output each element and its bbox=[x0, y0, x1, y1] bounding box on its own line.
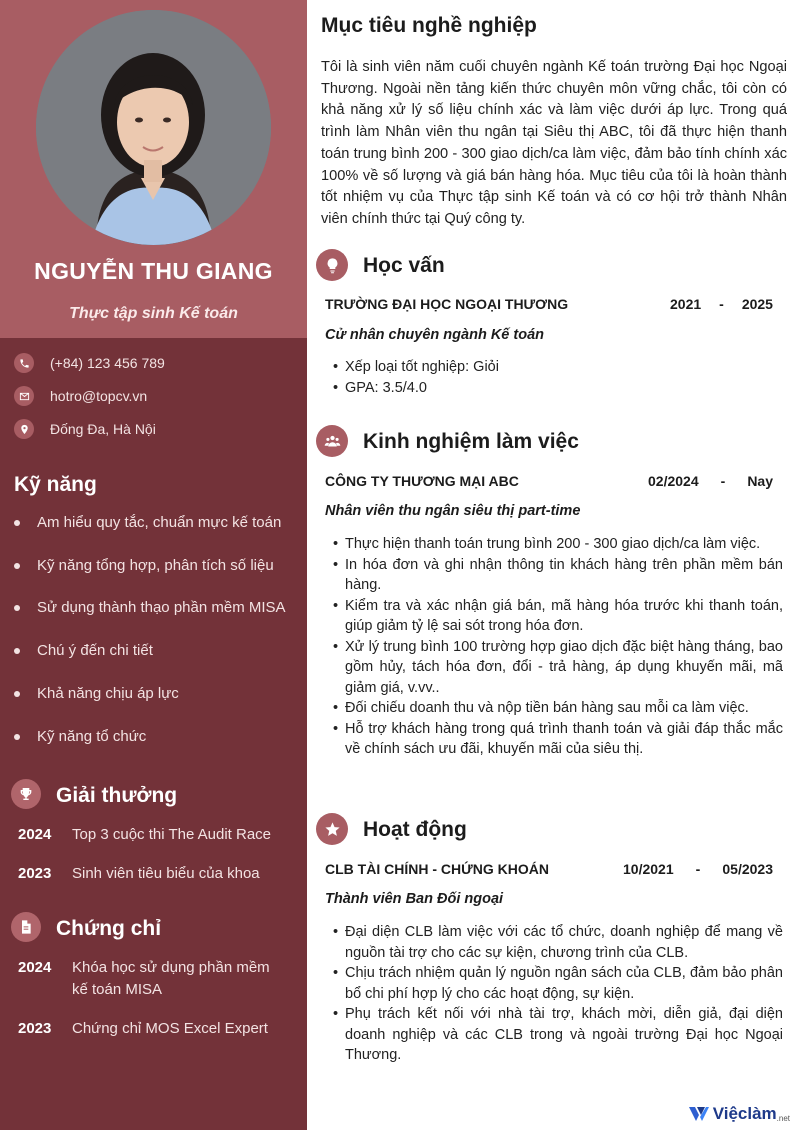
certificate-item: 2024 Khóa học sử dụng phần mềm kế toán MISA bbox=[18, 959, 270, 998]
education-dates: 2021 - 2025 bbox=[670, 296, 773, 312]
certificates-heading: Chứng chỉ bbox=[56, 917, 162, 940]
list-item: • Chịu trách nhiệm quản lý nguồn ngân sách của CLB, đảm bảo phân bổ chi phí hợp lý cho các hoạt động, sự kiện. bbox=[333, 963, 783, 1004]
school-name: TRƯỜNG ĐẠI HỌC NGOẠI THƯƠNG bbox=[325, 296, 569, 312]
certificate-item: 2023 Chứng chỉ MOS Excel Expert bbox=[18, 1020, 268, 1037]
lightbulb-icon bbox=[316, 249, 348, 281]
skill-item: Sử dụng thành thạo phần mềm MISA bbox=[14, 599, 286, 616]
skills-heading: Kỹ năng bbox=[14, 473, 97, 496]
group-icon bbox=[316, 425, 348, 457]
skill-item: Kỹ năng tổng hợp, phân tích số liệu bbox=[14, 557, 274, 574]
education-list bbox=[333, 357, 773, 398]
list-item: • Đối chiếu doanh thu và nộp tiền bán hàng sau mỗi ca làm việc. bbox=[333, 698, 783, 719]
list-item: • In hóa đơn và ghi nhận thông tin khách hàng trên phần mềm bán hàng. bbox=[333, 555, 783, 596]
experience-heading: Kinh nghiệm làm việc bbox=[363, 430, 579, 453]
objective-text: Tôi là sinh viên năm cuối chuyên ngành Kế toán trường Đại học Ngoại Thương. Ngoài nền tảng kiến thức chuyên môn vững chắc, tôi còn có khả năng xử lý số liệu chính xác và làm việc dưới áp lực. Trong quá trình làm Nhân viên thu ngân tại Siêu thị ABC, tôi đã thực hiện thanh toán trung bình 200 - 300 giao dịch/ca làm việc, đảm bảo tính chính xác 100% về số lượng và giá bán hàng hóa. Mục tiêu của tôi là hoàn thành tốt nhiệm vụ của Thực tập sinh Kế toán và có cơ hội trở thành Nhân viên chính thức tại Quý công ty. bbox=[321, 59, 787, 227]
list-item: • GPA: 3.5/4.0 bbox=[333, 378, 773, 399]
education-heading: Học vấn bbox=[363, 254, 445, 277]
brand-name: Việclàm bbox=[712, 1104, 777, 1123]
contact-phone bbox=[14, 352, 165, 374]
vieclam-logo-icon bbox=[688, 1105, 710, 1123]
objective-heading: Mục tiêu nghề nghiệp bbox=[321, 14, 537, 37]
skill-item: Chú ý đến chi tiết bbox=[14, 642, 153, 659]
award-item: 2023 Sinh viên tiêu biểu của khoa bbox=[18, 865, 260, 882]
vieclam-logo bbox=[688, 1104, 790, 1124]
brand-suffix: .net bbox=[776, 1113, 790, 1123]
job-position: Nhân viên thu ngân siêu thị part-time bbox=[325, 503, 581, 519]
skill-item: Kỹ năng tổ chức bbox=[14, 728, 146, 745]
club-name: CLB TÀI CHÍNH - CHỨNG KHOÁN bbox=[325, 861, 549, 877]
experience-dates: 02/2024 - Nay bbox=[648, 473, 773, 489]
mail-icon bbox=[14, 386, 34, 406]
skill-item: Am hiểu quy tắc, chuẩn mực kế toán bbox=[14, 514, 281, 531]
list-item: • Xử lý trung bình 100 trường hợp giao dịch đặc biệt hàng tháng, bao gồm hủy, tách hóa đơn, đổi - trả hàng, áp dụng khuyến mãi, mã giảm giá, v.vv.. bbox=[333, 637, 783, 699]
list-item: • Xếp loại tốt nghiệp: Giỏi bbox=[333, 357, 773, 378]
contact-phone-text: (+84) 123 456 789 bbox=[50, 355, 165, 371]
club-position: Thành viên Ban Đối ngoại bbox=[325, 891, 504, 907]
list-item: • Kiểm tra và xác nhận giá bán, mã hàng hóa trước khi thanh toán, giúp giảm tỷ lệ sai sót trong hóa đơn. bbox=[333, 596, 783, 637]
awards-heading: Giải thưởng bbox=[56, 784, 178, 807]
activities-heading: Hoạt động bbox=[363, 818, 467, 841]
contact-email bbox=[14, 385, 147, 407]
trophy-icon bbox=[11, 779, 41, 809]
contact-address bbox=[14, 418, 156, 440]
contact-address-text: Đống Đa, Hà Nội bbox=[50, 421, 156, 437]
activities-dates: 10/2021 - 05/2023 bbox=[623, 861, 773, 877]
list-item: • Phụ trách kết nối với nhà tài trợ, khách mời, diễn giả, đại diện doanh nghiệp và các CLB trong và ngoài trường Đại học Ngoại Thương. bbox=[333, 1004, 783, 1066]
sidebar bbox=[0, 0, 307, 1130]
avatar bbox=[36, 10, 271, 245]
company-name: CÔNG TY THƯƠNG MẠI ABC bbox=[325, 473, 519, 489]
skill-item: Khả năng chịu áp lực bbox=[14, 685, 179, 702]
list-item: • Thực hiện thanh toán trung bình 200 - 300 giao dịch/ca làm việc. bbox=[333, 534, 783, 555]
candidate-name: NGUYỄN THU GIANG bbox=[34, 258, 273, 284]
location-icon bbox=[14, 419, 34, 439]
degree: Cử nhân chuyên ngành Kế toán bbox=[325, 327, 545, 343]
document-icon bbox=[11, 912, 41, 942]
candidate-role: Thực tập sinh Kế toán bbox=[69, 305, 238, 322]
list-item: • Đại diện CLB làm việc với các tổ chức, doanh nghiệp để mang về nguồn tài trợ cho các sự kiện, chương trình của CLB. bbox=[333, 922, 783, 963]
experience-list bbox=[333, 534, 783, 760]
phone-icon bbox=[14, 353, 34, 373]
award-item: 2024 Top 3 cuộc thi The Audit Race bbox=[18, 826, 272, 843]
star-icon bbox=[316, 813, 348, 845]
contact-email-text: hotro@topcv.vn bbox=[50, 388, 148, 404]
activities-list bbox=[333, 922, 783, 1066]
list-item: • Hỗ trợ khách hàng trong quá trình thanh toán và giải đáp thắc mắc về chính sách ưu đãi, khuyến mãi của siêu thị. bbox=[333, 719, 783, 760]
